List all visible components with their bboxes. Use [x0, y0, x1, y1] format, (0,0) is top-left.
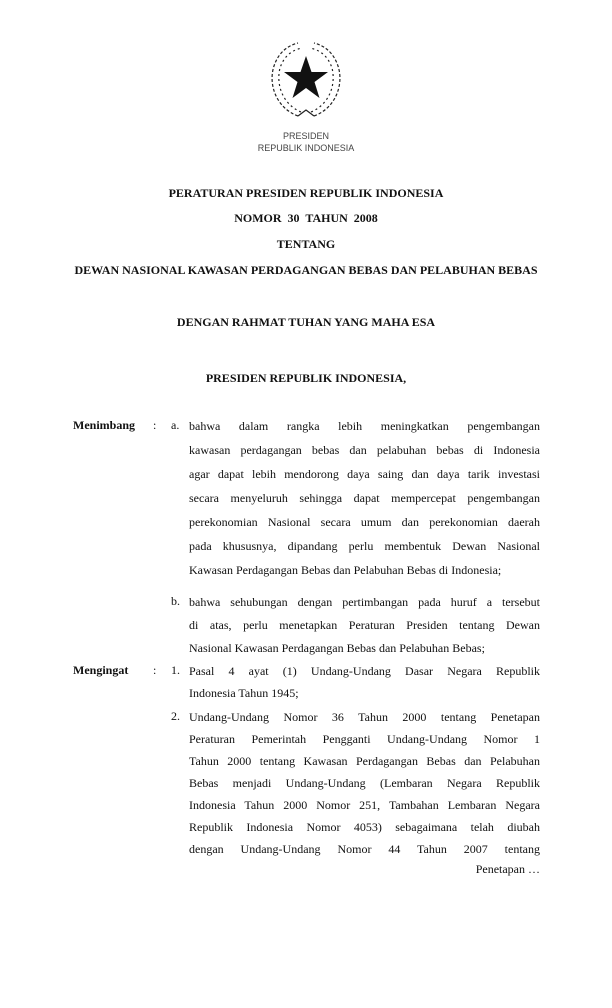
- text-line: perekonomian Nasional secara umum dan perekonomian daerah: [189, 515, 540, 529]
- title-invocation: DENGAN RAHMAT TUHAN YANG MAHA ESA: [176, 315, 436, 329]
- menimbang-colon: :: [153, 418, 157, 432]
- text-line: Tahun 2000 tentang Kawasan Perdagangan Bebas dan Pelabuhan: [189, 754, 540, 768]
- text-line: Nasional Kawasan Perdagangan Bebas dan Pelabuhan Bebas;: [189, 641, 485, 655]
- text-line: secara menyeluruh sehingga dapat mempercepat pengembangan: [189, 491, 540, 505]
- text-line: Peraturan Pemerintah Pengganti Undang-Undang Nomor 1: [189, 732, 540, 746]
- text-line: Pasal 4 ayat (1) Undang-Undang Dasar Negara Republik: [189, 664, 540, 678]
- mengingat-label: Mengingat: [73, 663, 129, 677]
- item-marker: 1.: [171, 663, 180, 677]
- menimbang-item-b: [189, 594, 540, 663]
- menimbang-item-a: [189, 418, 540, 586]
- header-presiden: PRESIDEN: [282, 131, 329, 141]
- mengingat-item-2: [189, 709, 540, 863]
- text-line: dengan Undang-Undang Nomor 44 Tahun 2007 tentang: [189, 842, 540, 856]
- text-line: Undang-Undang Nomor 36 Tahun 2000 tentang Penetapan: [189, 710, 540, 724]
- item-marker: b.: [171, 594, 180, 608]
- title-president: PRESIDEN REPUBLIK INDONESIA,: [205, 371, 407, 385]
- continuation-text: Penetapan …: [475, 862, 540, 876]
- title-tentang: TENTANG: [276, 237, 336, 251]
- text-line: di atas, perlu menetapkan Peraturan Presiden tentang Dewan: [189, 618, 540, 632]
- title-number: NOMOR 30 TAHUN 2008: [234, 211, 378, 225]
- mengingat-colon: :: [153, 663, 157, 677]
- text-line: bahwa sehubungan dengan pertimbangan pada huruf a tersebut: [189, 595, 540, 609]
- mengingat-item-1: [189, 663, 540, 707]
- presidential-emblem: [268, 40, 344, 125]
- text-line: Bebas menjadi Undang-Undang (Lembaran Negara Republik: [189, 776, 540, 790]
- title-regulation: PERATURAN PRESIDEN REPUBLIK INDONESIA: [168, 186, 444, 200]
- text-line: agar dapat lebih mendorong daya saing dan daya tarik investasi: [189, 467, 540, 481]
- text-line: Indonesia Tahun 2000 Nomor 251, Tambahan Lembaran Negara: [189, 798, 540, 812]
- text-line: bahwa dalam rangka lebih meningkatkan pengembangan: [189, 419, 540, 433]
- header-republik: REPUBLIK INDONESIA: [257, 143, 355, 153]
- text-line: Indonesia Tahun 1945;: [189, 686, 299, 700]
- text-line: Republik Indonesia Nomor 4053) sebagaimana telah diubah: [189, 820, 540, 834]
- item-marker: a.: [171, 418, 180, 432]
- title-subject: DEWAN NASIONAL KAWASAN PERDAGANGAN BEBAS DAN PELABUHAN BEBAS: [74, 263, 538, 277]
- text-line: Kawasan Perdagangan Bebas dan Pelabuhan Bebas di Indonesia;: [189, 563, 502, 577]
- text-line: pada khususnya, dipandang perlu membentuk Dewan Nasional: [189, 539, 540, 553]
- text-line: kawasan perdagangan bebas dan pelabuhan bebas di Indonesia: [189, 443, 540, 457]
- item-marker: 2.: [171, 709, 180, 723]
- menimbang-label: Menimbang: [73, 418, 136, 432]
